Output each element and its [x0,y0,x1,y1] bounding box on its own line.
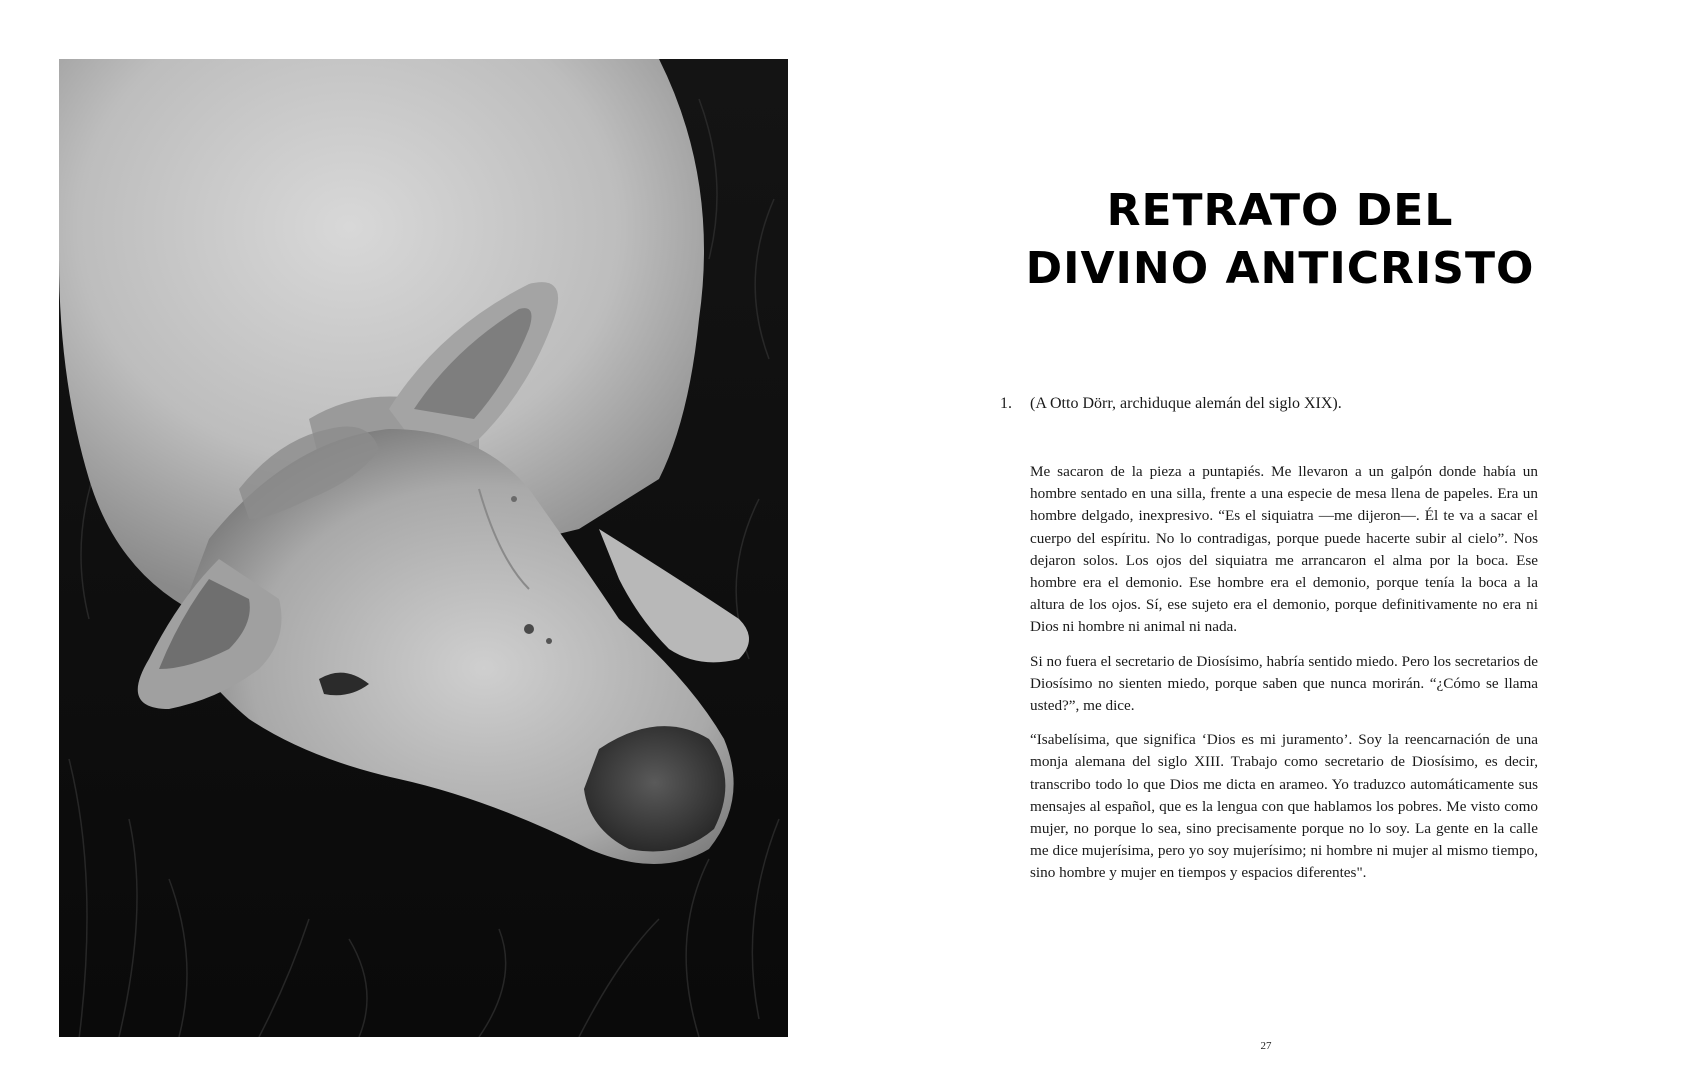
chapter-title-line-1: RETRATO DEL [1106,185,1454,236]
page-number: 27 [1260,1040,1272,1052]
paragraph: Si no fuera el secretario de Diosísimo, habría sentido miedo. Pero los secretarios de Diosísimo no sienten miedo, porque saben que nunca morirán. “¿Cómo se llama usted?”, me dice. [1030,652,1538,715]
paragraph: “Isabelísima, que significa ‘Dios es mi juramento’. Soy la reencarnación de una monja alemana del siglo XIII. Trabajo como secretario de Diosísimo, es decir, transcribo todo lo que Dios me dicta en arameo. Yo traduzco automáticamente sus mensajes al español, que es la lengua con que hablamos los pobres. Me visto como mujer, no porque lo sea, sino precisamente porque no lo soy. La gente en la calle me dice mujerísima, pero yo soy mujerísimo; ni hombre ni mujer al mismo tiempo, sino hombre y mujer en tiempos y espacios diferentes". [1030,731,1538,882]
paragraph: Me sacaron de la pieza a puntapiés. Me llevaron a un galpón donde había un hombre sentado en una silla, frente a una especie de mesa llena de papeles. Era un hombre delgado, inexpresivo. “Es el siquiatra —me dijeron—. Él te va a sacar el cuerpo del espíritu. No lo contradigas, porque puede hacerte subir al cielo”. Nos dejaron solos. Los ojos del siquiatra me arrancaron el alma por la boca. Ese hombre era el demonio. Ese hombre era el demonio, porque tenía la boca a la altura de los ojos. Sí, ese sujeto era el demonio, porque definitivamente no era ni Dios ni hombre ni animal ni nada. [1030,463,1538,636]
sheep-photo-image [59,59,788,1037]
chapter-title [1000,182,1560,298]
sheep-photo [59,59,788,1037]
numbered-dedication [1000,393,1560,415]
chapter-title-line-2: DIVINO ANTICRISTO [1025,243,1535,294]
dedication-text: (A Otto Dörr, archiduque alemán del siglo XIX). [1030,395,1342,412]
section-number: 1. [1000,395,1012,412]
body-text [1030,461,1538,897]
